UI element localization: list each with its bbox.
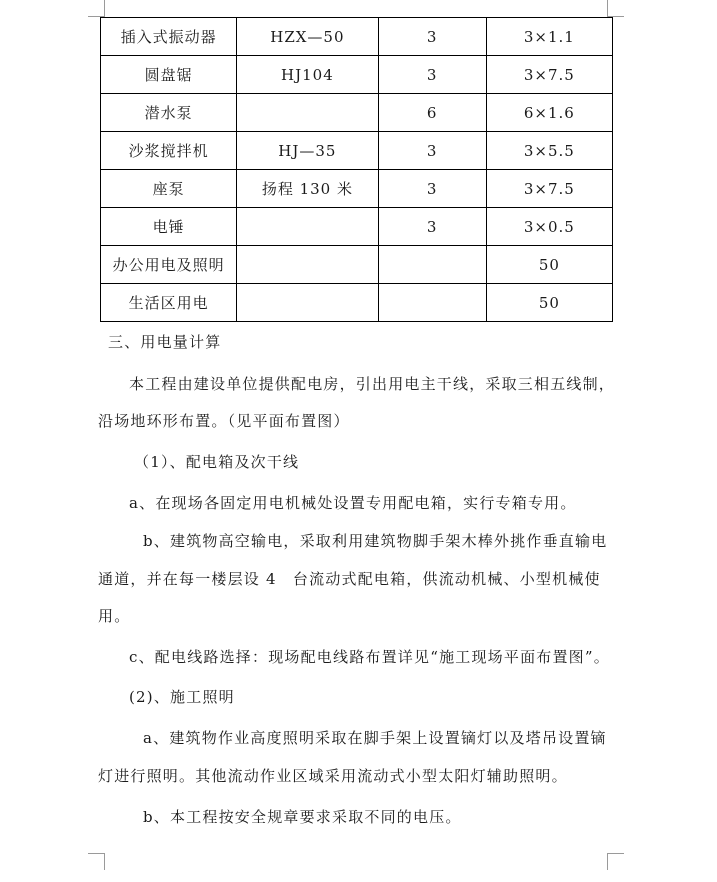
equipment-name-cell: 座泵 (101, 170, 237, 208)
quantity-cell: 3 (378, 170, 486, 208)
quantity-cell: 6 (378, 94, 486, 132)
paragraph-line: 本工程由建设单位提供配电房，引出用电主干线，采取三相五线制， (129, 375, 616, 393)
equipment-name-cell: 沙浆搅拌机 (101, 132, 237, 170)
crop-mark-top-right (607, 0, 624, 17)
table-row (101, 56, 613, 94)
quantity-cell: 3 (378, 132, 486, 170)
model-cell (237, 94, 378, 132)
equipment-name-cell: 圆盘锯 (101, 56, 237, 94)
quantity-cell (378, 246, 486, 284)
power-cell: 50 (486, 246, 612, 284)
equipment-name-cell: 插入式振动器 (101, 18, 237, 56)
subsection-heading: （1）、配电箱及次干线 (134, 453, 300, 471)
model-cell: HJ104 (237, 56, 378, 94)
section-heading: 三、用电量计算 (108, 333, 222, 351)
power-cell: 3×7.5 (486, 170, 612, 208)
table-row (101, 132, 613, 170)
model-cell (237, 284, 378, 322)
quantity-cell: 3 (378, 56, 486, 94)
crop-mark-bottom-right (607, 853, 624, 870)
power-cell: 3×7.5 (486, 56, 612, 94)
quantity-cell (378, 284, 486, 322)
paragraph-line: b、本工程按安全规章要求采取不同的电压。 (143, 808, 462, 826)
power-cell: 50 (486, 284, 612, 322)
power-cell: 3×0.5 (486, 208, 612, 246)
equipment-name-cell: 生活区用电 (101, 284, 237, 322)
model-cell: 扬程 130 米 (237, 170, 378, 208)
table-row (101, 246, 613, 284)
model-cell: HJ—35 (237, 132, 378, 170)
equipment-name-cell: 办公用电及照明 (101, 246, 237, 284)
crop-mark-top-left (88, 0, 105, 17)
paragraph-line: c、配电线路选择：现场配电线路布置详见“施工现场平面布置图”。 (129, 648, 610, 666)
model-cell: HZX—50 (237, 18, 378, 56)
paragraph-line: 通道，并在每一楼层设 4 台流动式配电箱，供流动机械、小型机械使 (98, 570, 601, 588)
equipment-power-table (100, 17, 613, 322)
paragraph-line: a、建筑物作业高度照明采取在脚手架上设置镝灯以及塔吊设置镝 (143, 729, 607, 747)
subsection-heading: (2)、施工照明 (129, 688, 235, 706)
paragraph-line: b、建筑物高空输电，采取利用建筑物脚手架木棒外挑作垂直输电 (143, 532, 608, 550)
paragraph-line: 灯进行照明。其他流动作业区域采用流动式小型太阳灯辅助照明。 (98, 767, 568, 785)
model-cell (237, 246, 378, 284)
table-row (101, 284, 613, 322)
power-cell: 6×1.6 (486, 94, 612, 132)
quantity-cell: 3 (378, 208, 486, 246)
table-row (101, 208, 613, 246)
table-row (101, 170, 613, 208)
equipment-name-cell: 电锤 (101, 208, 237, 246)
model-cell (237, 208, 378, 246)
power-cell: 3×5.5 (486, 132, 612, 170)
paragraph-line: a、在现场各固定用电机械处设置专用配电箱，实行专箱专用。 (129, 494, 577, 512)
quantity-cell: 3 (378, 18, 486, 56)
paragraph-line: 用。 (98, 607, 131, 625)
power-cell: 3×1.1 (486, 18, 612, 56)
crop-mark-bottom-left (88, 853, 105, 870)
paragraph-line: 沿场地环形布置。（见平面布置图） (98, 412, 350, 430)
equipment-name-cell: 潜水泵 (101, 94, 237, 132)
table-row (101, 94, 613, 132)
table-row (101, 18, 613, 56)
